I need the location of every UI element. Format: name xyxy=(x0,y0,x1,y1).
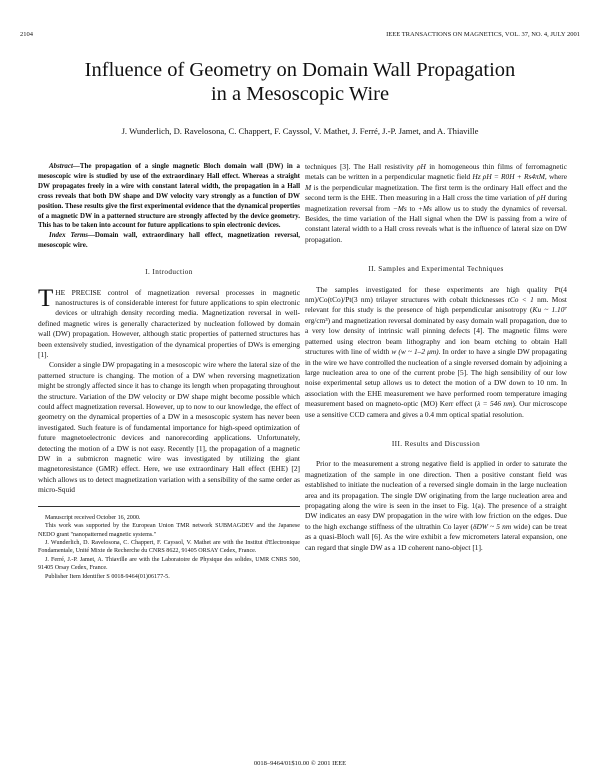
abstract xyxy=(38,162,300,231)
samples-paragraph: The samples investigated for these experiments are high quality Pt(4 nm)/Co(tCo)/Pt(3 nm) trilayer structures with cobalt thicknesses tCo < 1 nm. Most relevant for this study is the presence of high perpendicular anisotropy (Ku ~ 1.10⁷ erg/cm³) and magnetization reversal dominated by easy domain wall propagation, due to a very low density of intrinsic wall pinning defects [4]. The magnetic films were patterned using electron beam lithography and ion beam etching to obtain Hall structures with line of width w (w ~ 1–2 μm). In order to have a single DW propagating in the wire we have controlled the nucleation of a single reversed domain by adjoining a large nucleation area to one of the current probe [5]. The high sensibility of our low noise experimental setup allows us to detect the motion of a DW down to 10 nm. In association with the EHE measurement we have performed room temperature imaging measurement based on magneto-optic (MO) Kerr effect (λ = 546 nm). Our microscope use a sensitive CCD camera and gives a 0.4 mm optical spatial resolution. xyxy=(305,284,568,419)
math-ku: Ku ~ 1.10⁷ xyxy=(532,305,568,315)
footnotes xyxy=(38,506,300,581)
math-m: M xyxy=(305,182,312,192)
section-heading-introduction: I. Introduction xyxy=(145,268,193,277)
drop-cap: T xyxy=(38,284,54,312)
left-column xyxy=(38,162,300,581)
paper-title xyxy=(20,58,580,106)
footnote: J. Ferré, J.-P. Jamet, A. Thiaville are with the Laboratoire de Physique des solides, UMR CNRS 500, 91405 Orsay Cedex, France. xyxy=(38,556,300,572)
intro-lead: HE PRECISE xyxy=(55,287,102,297)
index-terms-text: Domain wall, extraordinary hall effect, magnetization reversal, mesoscopic wire. xyxy=(38,231,300,250)
intro-continuation: techniques [3]. The Hall resistivity ρH in homogeneous thin films of ferromagnetic metals can be written in a perpendicular magnetic field Hz ρH = R0H + Rs4πM, where M is the perpendicular magnetization. The first term is the ordinary Hall effect and the second term is the EHE. Then measuring in a Hall cross the time variation of ρH during magnetization reversal from −Ms to +Ms allow us to study the dynamics of reversal. Besides, the time variation of the Hall signal when the DW is passing from a wire of constant lateral width to a Hall cross reveals what is the influence of lateral size on DW propagation. xyxy=(305,162,567,244)
math-minus-ms: −Ms xyxy=(392,203,407,213)
title-line-1: Influence of Geometry on Domain Wall Propagation xyxy=(84,59,516,81)
running-head xyxy=(20,31,580,41)
footnote: Publisher Item Identifier S 0018-9464(01)06177-5. xyxy=(45,573,170,580)
footnote: J. Wunderlich, D. Ravelosona, C. Chappert, F. Cayssol, V. Mathet are with the Institut d'Electronique Fondamentale, Unité Mixte de Recherche du CNRS 8622, 91405 ORSAY Cedex, France. xyxy=(38,539,300,555)
math-rho-h-2: ρH xyxy=(536,193,546,203)
math-rho-h: ρH xyxy=(416,162,426,171)
footnote: Manuscript received October 16, 2000. xyxy=(45,514,141,521)
math-width: w (w ~ 1–2 μm) xyxy=(391,347,439,357)
section-heading-samples: II. Samples and Experimental Techniques xyxy=(368,265,504,274)
index-terms xyxy=(38,231,300,251)
intro-paragraph-1 xyxy=(38,284,300,361)
math-tco: tCo < 1 xyxy=(507,295,534,305)
right-column xyxy=(305,162,567,553)
intro-p1-text: control of magnetization reversal processes in magnetic nanostructures is of considerable interest for future applications to spin electronic devices or ultrahigh density recording media. Magnetization reversal in well-defined magnetic wires is generally characterized by nucleation followed by domain wall (DW) propagation. However, although static properties of patterned structures has been extensively studied, investigation of the dynamical properties of DWs is emerging [1]. xyxy=(38,287,300,359)
results-paragraph: Prior to the measurement a strong negative field is applied in order to saturate the magnetization of the sample in one direction. Then a positive constant field was established to initiate the nucleation of a reversed single domain in the large nucleation area and its propagation. The single DW originating from the large nucleation area and propagating along the wire is seen in the inset to Fig. 1(a). The presence of a straight DW indicates an easy DW propagation in the wire with low friction on the edges. Due to the high exchange stiffness of the ultrathin Co layer (δDW ~ 5 nm wide) can be treat as a quasi-Bloch wall [6]. As the wire exhibit a few micrometers lateral expansion, one can regard that single DW as a 1D coherent nano-object [1]. xyxy=(305,459,567,552)
copyright-footer: 0018–9464/01$10.00 © 2001 IEEE xyxy=(253,760,347,767)
author-list: J. Wunderlich, D. Ravelosona, C. Chappert, F. Cayssol, V. Mathet, J. Ferré, J.-P. Jamet, and A. Thiaville xyxy=(121,126,479,136)
page-number: 2104 xyxy=(20,31,33,38)
abstract-label: Abstract— xyxy=(49,162,80,170)
title-line-2: in a Mesoscopic Wire xyxy=(210,83,390,105)
abstract-text: The propagation of a single magnetic Bloch domain wall (DW) in a mesoscopic wire is studied by use of the extraordinary Hall effect. Whereas a straight DW propagates freely in a wire with constant lateral width, the propagation in a Hall cross reveals that both DW shape and DW velocity vary strongly as a function of DW position. These results give the first experimental evidence that the dynamical properties of a magnetic DW in a patterned structure are strongly affected by the device geometry. This has to be taken into account for future applications to spin electronic devices. xyxy=(38,162,300,230)
footnote: This work was supported by the European Union TMR network SUBMAGDEV and the Japanese NEDO grant "nanopatterned magnetic systems." xyxy=(38,523,300,538)
math-plus-ms: +Ms xyxy=(417,203,432,213)
section-heading-results: III. Results and Discussion xyxy=(391,439,481,448)
journal-header: IEEE TRANSACTIONS ON MAGNETICS, VOL. 37, NO. 4, JULY 2001 xyxy=(386,31,580,38)
intro-paragraph-2: Consider a single DW propagating in a mesoscopic wire where the lateral size of the patterned structure is changing. The motion of a DW when reversing magnetization might be strongly affected since it has to change its length when propagating throughout the structure. Variation of the DW velocity or DW shape might become possible which could affect magnetization reversal. However, up to now to our knowledge, the effect of geometry on the dynamical properties of a DW in a mesoscopic system has never been investigated. Such feature is of fundamental importance for high-speed optimization of future magnetoelectronic devices and nanorecording applications. Unfortunately, detecting the motion of a DW is not easy. Recently [1], the propagation of a magnetic DW in a submicron magnetic wire was investigated by utilizing the giant magnetoresistance (GMR) effect. Here, we use extraordinary Hall effect (EHE) [2] which allows us to detect magnetization variation with a sensibility of the same order as micro-Squid xyxy=(38,360,300,495)
math-lambda: λ = 546 nm xyxy=(477,399,513,409)
index-terms-label: Index Terms— xyxy=(49,231,95,240)
math-hall-equation: Hz ρH = R0H + Rs4πM xyxy=(472,172,545,182)
math-dw-width: δDW ~ 5 nm xyxy=(473,521,512,531)
